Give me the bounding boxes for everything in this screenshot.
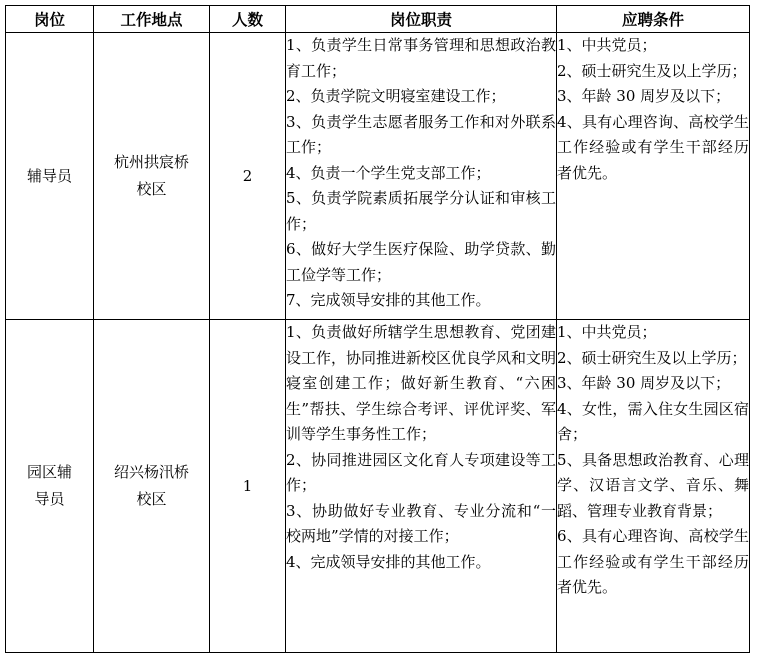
- requirement-item: 3、年龄 30 周岁及以下；: [557, 374, 731, 392]
- count-cell: [210, 33, 286, 320]
- header-requirements: 应聘条件: [557, 6, 750, 33]
- duty-item: 5、负责学院素质拓展学分认证和审核工作；: [286, 189, 556, 233]
- requirements-cell: [557, 33, 750, 320]
- count-value: 2: [242, 166, 253, 185]
- table-row: [6, 33, 750, 320]
- location-line: 校区: [136, 490, 167, 508]
- duties-cell: [286, 33, 557, 320]
- location-line: 绍兴杨汛桥: [113, 463, 189, 481]
- duties-cell: [286, 320, 557, 653]
- header-row: [6, 6, 750, 33]
- requirement-item: 1、中共党员；: [557, 36, 657, 54]
- location-cell: [94, 320, 210, 653]
- requirement-item: 2、硕士研究生及以上学历；: [557, 348, 747, 367]
- duty-item: 4、完成领导安排的其他工作。: [286, 552, 491, 571]
- recruitment-table: [5, 5, 750, 653]
- header-position: 岗位: [6, 6, 94, 33]
- position-line: 导员: [34, 490, 65, 508]
- duty-item: 3、协助做好专业教育、专业分流和“一校两地”学情的对接工作；: [286, 501, 556, 545]
- duty-item: 6、做好大学生医疗保险、助学贷款、勤工俭学等工作；: [286, 240, 556, 284]
- requirement-item: 4、女性，需入住女生园区宿舍；: [557, 399, 749, 443]
- location-line: 校区: [136, 180, 167, 198]
- position-cell: [6, 320, 94, 653]
- duty-item: 3、负责学生志愿者服务工作和对外联系工作；: [286, 112, 556, 156]
- requirement-item: 5、具备思想政治教育、心理学、汉语言文学、音乐、舞蹈、管理专业教育背景；: [557, 450, 749, 520]
- count-value: 1: [242, 476, 253, 495]
- table-row: [6, 320, 750, 653]
- duty-item: 4、负责一个学生党支部工作；: [286, 163, 491, 182]
- location-line: 杭州拱宸桥: [113, 153, 189, 171]
- count-cell: [210, 320, 286, 653]
- requirement-item: 3、年龄 30 周岁及以下；: [557, 87, 731, 105]
- position-cell: [6, 33, 94, 320]
- location-cell: [94, 33, 210, 320]
- requirement-item: 2、硕士研究生及以上学历；: [557, 61, 747, 80]
- duty-item: 1、负责做好所辖学生思想教育、党团建设工作，协同推进新校区优良学风和文明寝室创建工作；做好新生教育、“六困生”帮扶、学生综合考评、评优评奖、军训等学生事务性工作；: [286, 323, 557, 443]
- requirement-item: 1、中共党员；: [557, 323, 657, 341]
- position-line: 园区辅: [26, 463, 72, 481]
- duty-item: 2、协同推进园区文化育人专项建设等工作；: [286, 450, 556, 494]
- requirements-cell: [557, 320, 750, 653]
- duty-item: 1、负责学生日常事务管理和思想政治教育工作；: [286, 36, 556, 80]
- requirement-item: 6、具有心理咨询、高校学生工作经验或有学生干部经历者优先。: [557, 527, 749, 596]
- requirement-item: 4、具有心理咨询、高校学生工作经验或有学生干部经历者优先。: [557, 112, 749, 182]
- duty-item: 2、负责学院文明寝室建设工作；: [286, 87, 506, 105]
- duty-item: 7、完成领导安排的其他工作。: [286, 291, 491, 309]
- position-line: 辅导员: [26, 166, 72, 185]
- header-duties: 岗位职责: [286, 6, 557, 33]
- header-location: 工作地点: [94, 6, 210, 33]
- header-count: 人数: [210, 6, 286, 33]
